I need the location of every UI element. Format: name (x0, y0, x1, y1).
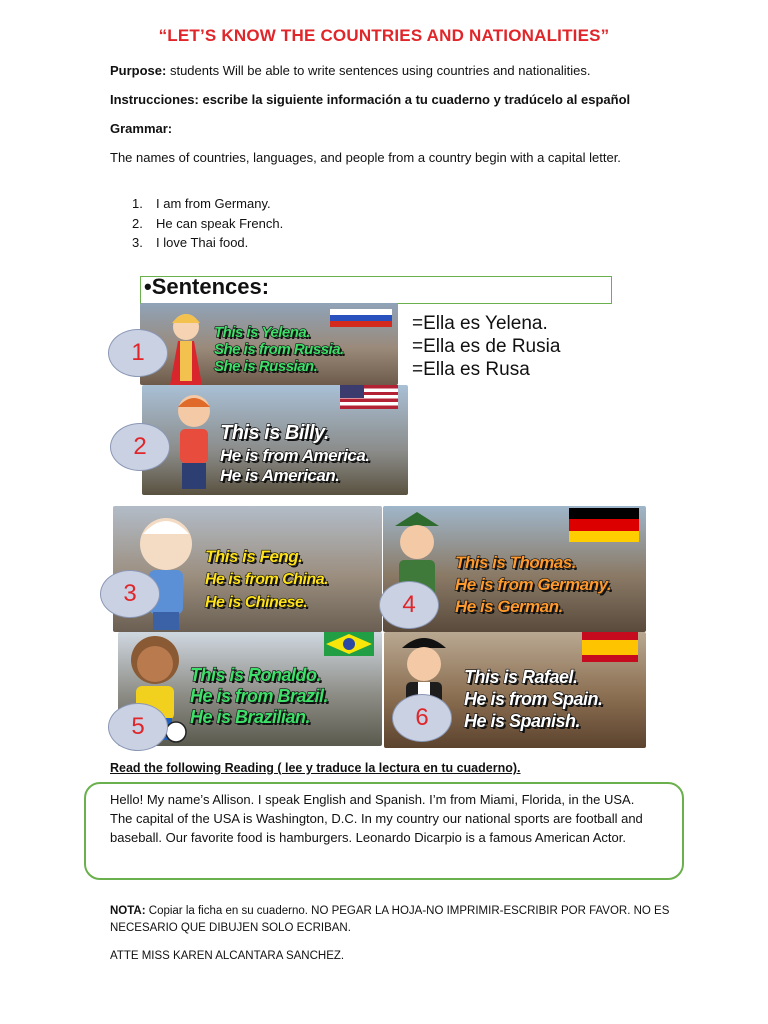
card-3-text: This is Feng. He is from China. He is Chinese. (205, 547, 329, 611)
card-2-text: This is Billy. He is from America. He is American. (220, 422, 370, 485)
card-billy (142, 385, 408, 495)
number-badge-3: 3 (100, 570, 160, 618)
page-title: “LET’S KNOW THE COUNTRIES AND NATIONALITIES” (158, 26, 610, 45)
usa-flag (340, 385, 398, 409)
grammar-label: Grammar: (110, 121, 173, 136)
example-2: 2. He can speak French. (132, 216, 284, 231)
number-badge-2: 2 (110, 423, 170, 471)
card-5-text: This is Ronaldo. He is from Brazil. He is Brazilian. (190, 665, 329, 727)
number-badge-6: 6 (392, 694, 452, 742)
card-4-text: This is Thomas. He is from Germany. He is German. (455, 553, 612, 616)
card-feng (113, 506, 382, 632)
number-badge-4: 4 (379, 581, 439, 629)
note (110, 903, 670, 937)
yelena-illustration (162, 305, 210, 385)
number-badge-5: 5 (108, 703, 168, 751)
purpose-line (110, 61, 591, 80)
grammar-rule: The names of countries, languages, and people from a country begin with a capital letter. (110, 150, 621, 165)
number-badge-1: 1 (108, 329, 168, 377)
billy-illustration (166, 389, 222, 495)
spain-flag (582, 632, 638, 662)
instructions: Instrucciones: escribe la siguiente información a tu cuaderno y tradúcelo al español (110, 92, 631, 107)
example-3: 3. I love Thai food. (132, 235, 249, 250)
note-label: NOTA: (110, 905, 146, 917)
sentences-title: •Sentences: (144, 274, 270, 299)
example-1: 1. I am from Germany. (132, 196, 271, 211)
purpose-label: Purpose: (110, 63, 167, 78)
translation-list: =Ella es Yelena. =Ella es de Rusia =Ella es Rusa (412, 313, 561, 380)
reading-heading: Read the following Reading ( lee y traduce la lectura en tu cuaderno). (110, 761, 521, 775)
card-6-text: This is Rafael. He is from Spain. He is Spanish. (464, 667, 603, 731)
signature: ATTE MISS KAREN ALCANTARA SANCHEZ. (110, 950, 345, 962)
germany-flag (569, 508, 639, 542)
brazil-flag (324, 632, 374, 656)
card-1-text: This is Yelena. She is from Russia. She is Russian. (214, 324, 344, 375)
purpose-text: students Will be able to write sentences using countries and nationalities. (166, 63, 591, 78)
note-text: Copiar la ficha en su cuaderno. NO PEGAR LA HOJA-NO IMPRIMIR-ESCRIBIR POR FAVOR. NO ES NECESARIO QUE DIBUJEN SOLO ECRIBAN. (110, 905, 670, 934)
card-yelena (140, 303, 398, 385)
reading-text: Hello! My name’s Allison. I speak English and Spanish. I’m from Miami, Florida, in the USA. The capital of the USA is Washington, D.C. In my country our national sports are football and baseball. Our favorite food is hamburgers. Leonardo Dicarpio is a famous American Actor. (110, 792, 643, 845)
